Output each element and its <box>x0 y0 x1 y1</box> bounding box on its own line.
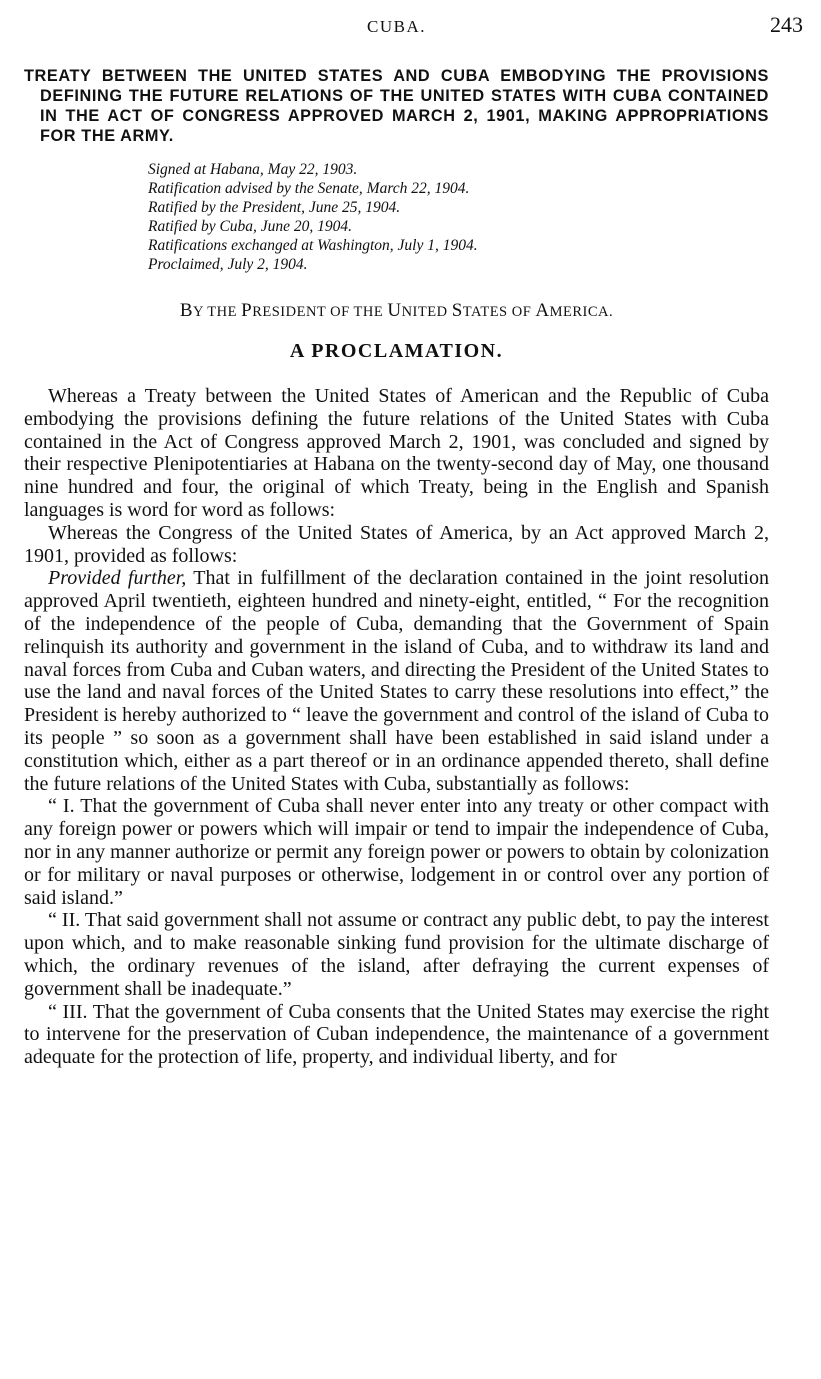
by-initial: B <box>179 300 193 321</box>
paragraph-article-2: “ II. That said government shall not assume or contract any public debt, to pay the interest upon which, and to make reasonable sinking fund provision for the ultimate discharge of which, the ordinary revenues of the island, after defraying the current expenses of government shall be inadequate.” <box>24 909 769 1000</box>
proclaim-by-line <box>24 300 769 322</box>
united-initial: U <box>387 300 402 321</box>
ratification-dates <box>148 160 769 274</box>
paragraph-whereas-congress: Whereas the Congress of the United States of America, by an Act approved March 2, 1901, provided as follows: <box>24 521 769 567</box>
by-rest: Y THE <box>193 304 242 320</box>
america-initial: A <box>535 300 550 321</box>
paragraph-provided-further <box>24 567 769 795</box>
date-proclaimed: Proclaimed, July 2, 1904. <box>148 256 308 273</box>
paragraph-article-1: “ I. That the government of Cuba shall never enter into any treaty or other compact with any foreign power or powers which will impair or tend to impair the independence of Cuba, nor in any manner authorize or permit any foreign power or powers to obtain by colonization or for military or naval purposes or otherwise, lodgement in or control over any portion of said island.” <box>24 795 769 909</box>
provided-further-lead: Provided further, <box>48 567 187 590</box>
president-initial: P <box>241 300 253 321</box>
president-rest: RESIDENT OF THE <box>252 304 388 320</box>
states-rest: TATES OF <box>462 304 536 320</box>
proclamation-title: A PROCLAMATION. <box>289 340 504 362</box>
body-text <box>24 385 769 1069</box>
running-title: CUBA. <box>367 17 426 36</box>
united-rest: NITED <box>401 304 452 320</box>
states-initial: S <box>451 300 463 321</box>
america-rest: MERICA. <box>549 304 614 320</box>
date-ratified-president: Ratified by the President, June 25, 1904. <box>148 199 401 216</box>
provided-further-text: That in fulfillment of the declaration contained in the joint resolution approved April twentieth, eighteen hundred and ninety-eight, entitled, “ For the recognition of the independence of the people of Cuba, demanding that the Government of Spain relinquish its authority and government in the island of Cuba, and to withdraw its land and naval forces from Cuba and Cuban waters, and directing the President of the United States to use the land and naval forces of the United States to carry these resolutions into effect,” the President is hereby authorized to “ leave the government and control of the island of Cuba to its people ” so soon as a government shall have been established in said island under a constitution which, either as a part thereof or in an ordinance appended thereto, shall define the future relations of the United States with Cuba, substantially as follows: <box>24 567 769 795</box>
paragraph-whereas-treaty: Whereas a Treaty between the United States of American and the Republic of Cuba embodying the provisions defining the future relations of the United States with Cuba contained in the Act of Congress approved March 2, 1901, was concluded and signed by their respective Plenipotentiaries at Habana on the twenty-second day of May, one thousand nine hundred and four, the original of which Treaty, being in the English and Spanish languages is word for word as follows: <box>24 385 769 521</box>
date-ratified-cuba: Ratified by Cuba, June 20, 1904. <box>148 218 353 235</box>
paragraph-article-3: “ III. That the government of Cuba consents that the United States may exercise the right to intervene for the preservation of Cuban independence, the maintenance of a government adequate for the protection of life, property, and individual liberty, and for <box>24 1000 769 1069</box>
running-head <box>24 0 803 44</box>
treaty-title: TREATY BETWEEN THE UNITED STATES AND CUBA EMBODYING THE PROVISIONS DEFINING THE FUTURE RELATIONS OF THE UNITED STATES WITH CUBA CONTAINED IN THE ACT OF CONGRESS APPROVED MARCH 2, 1901, MAKING APPROPRIATIONS FOR THE ARMY. <box>24 67 769 145</box>
date-signed: Signed at Habana, May 22, 1903. <box>148 161 358 178</box>
page-number: 243 <box>770 12 803 37</box>
date-ratification-advised: Ratification advised by the Senate, March 22, 1904. <box>148 180 470 197</box>
date-ratifications-exchanged: Ratifications exchanged at Washington, July 1, 1904. <box>148 237 478 254</box>
